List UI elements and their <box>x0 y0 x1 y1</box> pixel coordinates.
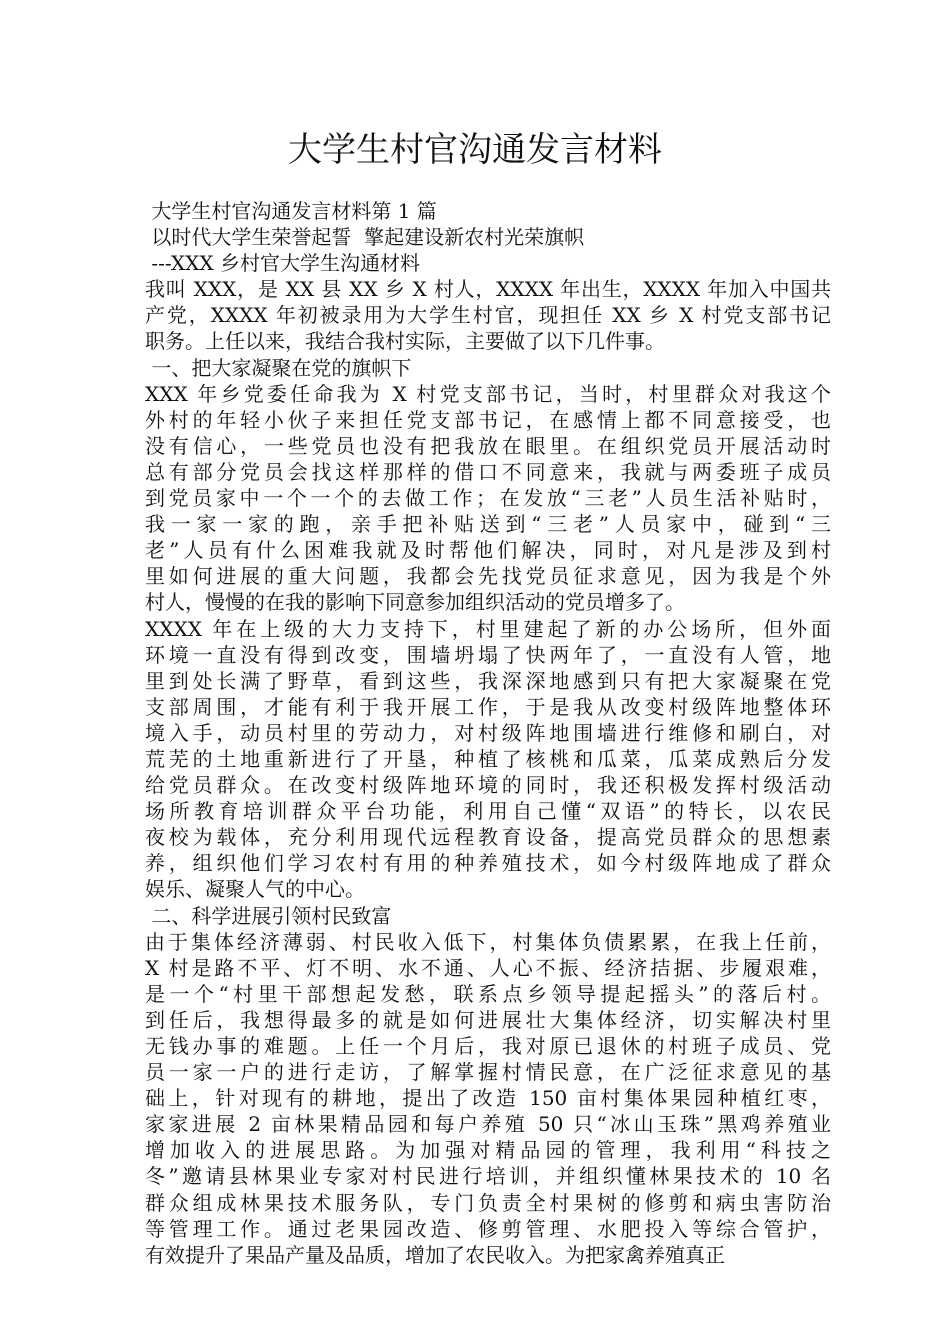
text-line: 娱乐、凝聚人气的中心。 <box>145 877 365 902</box>
text-line: 村人，慢慢的在我的影响下同意参加组织活动的党员增多了。 <box>145 590 685 615</box>
text-line: 给党员群众。在改变村级阵地环境的同时，我还积极发挥村级活动 <box>145 773 831 798</box>
text-line: 冬”邀请县林果业专家对村民进行培训，并组织懂林果技术的 10 名 <box>145 1164 831 1189</box>
text-line: 员一家一户的进行走访，了解掌握村情民意，在广泛征求意见的基 <box>145 1060 831 1085</box>
text-line: 等管理工作。通过老果园改造、修剪管理、水肥投入等综合管护， <box>145 1216 831 1241</box>
text-line: 我叫 XXX，是 XX 县 XX 乡 X 村人，XXXX 年出生，XXXX 年加入中国共 <box>145 277 831 302</box>
text-line: 是一个“村里干部想起发愁，联系点乡领导提起摇头”的落后村。 <box>145 981 831 1006</box>
text-line: 老”人员有什么困难我就及时帮他们解决，同时，对凡是涉及到村 <box>145 538 831 563</box>
text-line: 境入手，动员村里的劳动力，对村级阵地围墙进行维修和刷白，对 <box>145 720 831 745</box>
text-line: X 村是路不平、灯不明、水不通、人心不振、经济拮据、步履艰难， <box>145 955 831 980</box>
text-line: 群众组成林果技术服务队，专门负责全村果树的修剪和病虫害防治 <box>145 1190 831 1215</box>
text-line: 到党员家中一个一个的去做工作；在发放“三老”人员生活补贴时， <box>145 486 831 511</box>
text-line: 到任后，我想得最多的就是如何进展壮大集体经济，切实解决村里 <box>145 1007 831 1032</box>
text-line: 产党，XXXX 年初被录用为大学生村官，现担任 XX 乡 X 村党支部书记 <box>145 303 831 328</box>
text-line: 二、科学进展引领村民致富 <box>145 903 392 928</box>
text-line: XXX 年乡党委任命我为 X 村党支部书记，当时，村里群众对我这个 <box>145 381 831 406</box>
text-line: 养，组织他们学习农村有用的种养殖技术，如今村级阵地成了群众 <box>145 851 831 876</box>
text-line: 由于集体经济薄弱、村民收入低下，村集体负债累累，在我上任前， <box>145 929 831 954</box>
text-line: 增加收入的进展思路。为加强对精品园的管理，我利用“科技之 <box>145 1138 831 1163</box>
text-line: 里如何进展的重大问题，我都会先找党员征求意见，因为我是个外 <box>145 564 831 589</box>
text-line: 大学生村官沟通发言材料第 1 篇 <box>145 199 437 223</box>
text-line: 我一家一家的跑，亲手把补贴送到“三老”人员家中，碰到“三 <box>145 512 831 537</box>
text-line: 外村的年轻小伙子来担任党支部书记，在感情上都不同意接受，也 <box>145 407 831 432</box>
text-line: 础上，针对现有的耕地，提出了改造 150 亩村集体果园种植红枣， <box>145 1086 831 1111</box>
text-line: 里到处长满了野草，看到这些，我深深地感到只有把大家凝聚在党 <box>145 668 831 693</box>
text-line: 荒芜的土地重新进行了开垦，种植了核桃和瓜菜，瓜菜成熟后分发 <box>145 746 831 771</box>
document-body <box>145 198 831 1268</box>
text-line: 以时代大学生荣誉起誓 擎起建设新农村光荣旗帜 <box>145 225 585 250</box>
text-line: 一、把大家凝聚在党的旗帜下 <box>145 355 412 380</box>
text-line: 总有部分党员会找这样那样的借口不同意来，我就与两委班子成员 <box>145 459 831 484</box>
text-line: 没有信心，一些党员也没有把我放在眼里。在组织党员开展活动时 <box>145 433 831 458</box>
text-line: 家家进展 2 亩林果精品园和每户养殖 50 只“冰山玉珠”黑鸡养殖业 <box>145 1112 831 1137</box>
text-line: 职务。上任以来，我结合我村实际，主要做了以下几件事。 <box>145 329 665 354</box>
document-title: 大学生村官沟通发言材料 <box>288 130 662 170</box>
text-line: 有效提升了果品产量及品质，增加了农民收入。为把家禽养殖真正 <box>145 1242 725 1267</box>
text-line: 支部周围，才能有利于我开展工作，于是我从改变村级阵地整体环 <box>145 694 831 719</box>
text-line: 场所教育培训群众平台功能，利用自己懂“双语”的特长，以农民 <box>145 799 831 824</box>
text-line: 夜校为载体，充分利用现代远程教育设备，提高党员群众的思想素 <box>145 825 831 850</box>
text-line: 无钱办事的难题。上任一个月后，我对原已退休的村班子成员、党 <box>145 1034 831 1058</box>
text-line: ---XXX 乡村官大学生沟通材料 <box>145 251 420 276</box>
text-line: XXXX 年在上级的大力支持下，村里建起了新的办公场所，但外面 <box>145 616 831 641</box>
text-line: 环境一直没有得到改变，围墙坍塌了快两年了，一直没有人管，地 <box>145 642 831 667</box>
